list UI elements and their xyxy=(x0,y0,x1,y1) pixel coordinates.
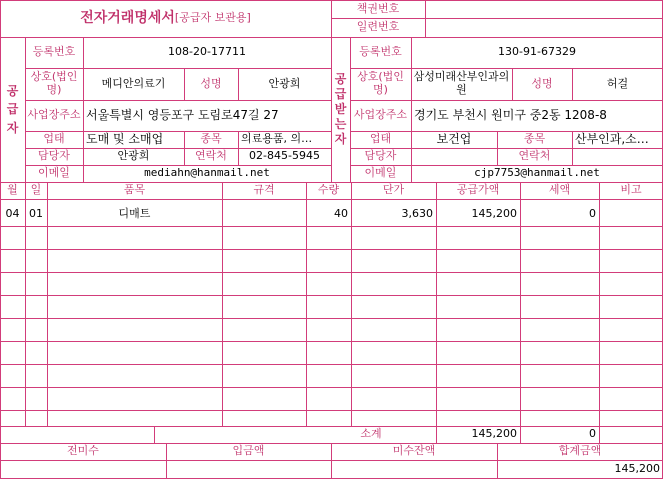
row-qty: 40 xyxy=(334,206,348,220)
buyer-email: cjp7753@hanmail.net xyxy=(474,166,600,180)
book-number-value xyxy=(425,0,663,18)
row-unit-price: 3,630 xyxy=(401,206,433,220)
serial-number-value xyxy=(425,18,663,37)
buyer-business-item: 산부인과,소… xyxy=(575,131,649,146)
subtotal-tax: 0 xyxy=(589,427,596,441)
buyer-email-label: 이메일 xyxy=(364,166,397,180)
col-day-header: 일 xyxy=(30,183,42,197)
supplier-company: 메디안의료기 xyxy=(101,76,166,90)
row-tax: 0 xyxy=(589,206,596,220)
row-month: 04 xyxy=(5,206,20,220)
row-item: 디매트 xyxy=(118,206,151,220)
subtotal-label: 소계 xyxy=(360,427,382,441)
document-subtitle: [공급자 보관용] xyxy=(174,11,251,25)
buyer-reg-no: 130-91-67329 xyxy=(498,45,576,59)
buyer-name-label: 성명 xyxy=(531,76,553,90)
supplier-email: mediahn@hanmail.net xyxy=(144,166,270,180)
book-number-label: 책권번호 xyxy=(356,1,400,15)
buyer-company: 삼성미래산부인과의원 xyxy=(413,70,510,96)
buyer-business-type-label: 업태 xyxy=(369,132,392,146)
supplier-contact-person-label: 담당자 xyxy=(38,149,70,163)
prev-balance-value xyxy=(0,460,166,478)
buyer-business-type: 보건업 xyxy=(436,131,472,146)
row-remarks xyxy=(599,204,663,224)
col-tax-header: 세액 xyxy=(548,183,571,197)
buyer-phone xyxy=(572,148,663,165)
deposit-label: 입금액 xyxy=(232,444,265,458)
col-qty-header: 수량 xyxy=(317,183,340,197)
supplier-business-type: 도매 및 소매업 xyxy=(86,131,164,146)
buyer-phone-label: 연락처 xyxy=(518,149,551,163)
deposit-value xyxy=(166,460,331,478)
supplier-business-item: 의료용품, 의… xyxy=(241,132,313,146)
row-day: 01 xyxy=(29,206,43,220)
supplier-address: 서울특별시 영등포구 도림로47길 27 xyxy=(86,107,279,122)
document-title: 전자거래명세서 [공급자 보관용] xyxy=(80,9,251,26)
supplier-name: 안광희 xyxy=(268,76,301,90)
buyer-contact-person-label: 담당자 xyxy=(364,149,397,163)
outstanding-label: 미수잔액 xyxy=(392,444,436,458)
serial-number-label: 일련번호 xyxy=(356,20,400,34)
outstanding-value xyxy=(331,460,497,478)
supplier-name-label: 성명 xyxy=(200,76,222,90)
col-item-header: 품목 xyxy=(123,183,146,197)
buyer-business-item-label: 종목 xyxy=(523,132,546,146)
col-remarks-header: 비고 xyxy=(620,183,642,197)
row-spec xyxy=(222,204,306,224)
supplier-business-type-label: 업태 xyxy=(43,132,65,146)
buyer-name: 허걸 xyxy=(606,76,629,90)
supplier-reg-no: 108-20-17711 xyxy=(168,45,246,59)
col-month-header: 월 xyxy=(7,183,18,197)
supplier-phone-label: 연락처 xyxy=(195,149,227,163)
col-supply-value-header: 공급가액 xyxy=(456,183,500,197)
buyer-address: 경기도 부천시 원미구 중2동 1208-8 xyxy=(414,107,607,122)
col-spec-header: 규격 xyxy=(253,183,275,197)
prev-balance-label: 전미수 xyxy=(67,444,99,458)
supplier-business-item-label: 종목 xyxy=(200,132,222,146)
buyer-section-label: 공 급 받 는 자 xyxy=(334,72,347,146)
row-supply-value: 145,200 xyxy=(471,206,517,220)
subtotal-supply-value: 145,200 xyxy=(471,427,517,441)
supplier-email-label: 이메일 xyxy=(38,166,70,180)
supplier-address-label: 사업장주소 xyxy=(27,108,81,122)
grand-total-value: 145,200 xyxy=(614,461,660,475)
supplier-section-label: 공 급 자 xyxy=(6,83,19,135)
supplier-company-label: 상호(법인명) xyxy=(30,70,78,96)
buyer-company-label: 상호(법인명) xyxy=(357,70,404,96)
buyer-address-label: 사업장주소 xyxy=(353,108,408,122)
buyer-contact-person xyxy=(411,148,497,165)
supplier-contact-person: 안광희 xyxy=(117,149,150,163)
buyer-reg-no-label: 등록번호 xyxy=(359,45,402,59)
supplier-phone: 02-845-5945 xyxy=(249,149,320,163)
supplier-reg-no-label: 등록번호 xyxy=(32,45,76,59)
col-unit-price-header: 단가 xyxy=(382,183,405,197)
grand-total-label: 합계금액 xyxy=(558,444,602,458)
